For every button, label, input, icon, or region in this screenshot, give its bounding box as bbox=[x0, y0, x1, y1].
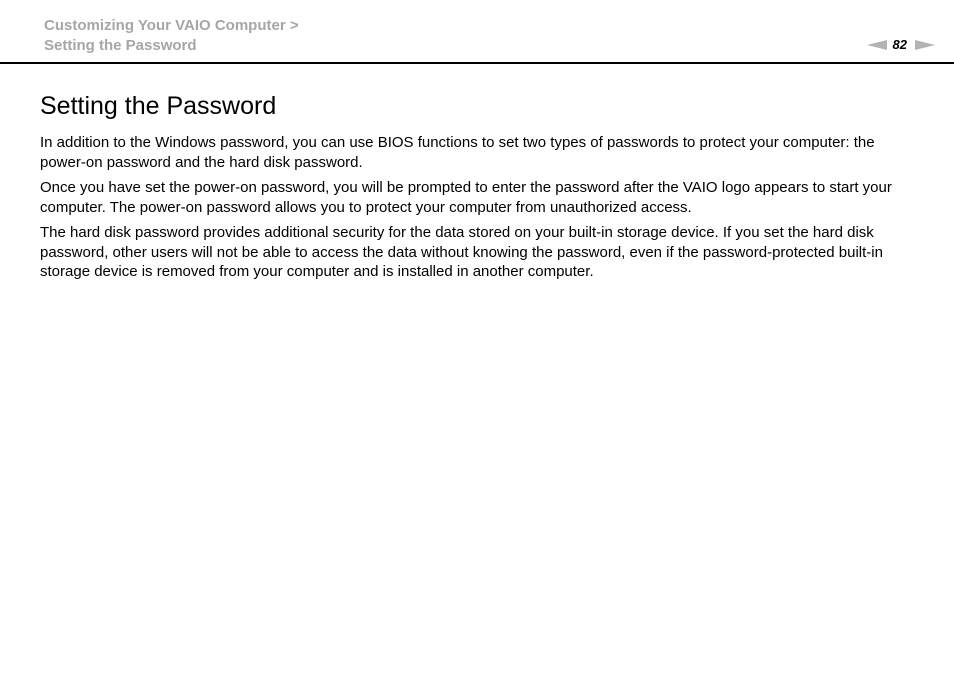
paragraph-intro: In addition to the Windows password, you can use BIOS functions to set two types of passwords to protect your computer: the power-on password and the hard disk password. bbox=[40, 134, 875, 171]
page-navigation bbox=[867, 37, 935, 53]
paragraph-hard-disk-password: The hard disk password provides additional security for the data stored on your built-in storage device. If you set the hard disk password, other users will not be able to access the data without knowing the password, even if the password-protected built-in storage device is removed from your computer and is installed in another computer. bbox=[40, 224, 883, 280]
page-title: Setting the Password bbox=[40, 92, 277, 120]
header-divider bbox=[0, 62, 954, 64]
page-header bbox=[0, 0, 954, 64]
breadcrumb-page[interactable]: Setting the Password bbox=[44, 36, 197, 54]
previous-page-icon[interactable] bbox=[867, 40, 887, 50]
paragraph-power-on-password: Once you have set the power-on password, you will be prompted to enter the password after the VAIO logo appears to start your computer. The power-on password allows you to protect your computer from unauthorized access. bbox=[40, 179, 892, 216]
next-page-icon[interactable] bbox=[915, 40, 935, 50]
page-number: 82 bbox=[892, 37, 907, 52]
breadcrumb bbox=[44, 16, 299, 55]
main-content bbox=[40, 89, 920, 288]
breadcrumb-section[interactable]: Customizing Your VAIO Computer > bbox=[44, 17, 299, 34]
